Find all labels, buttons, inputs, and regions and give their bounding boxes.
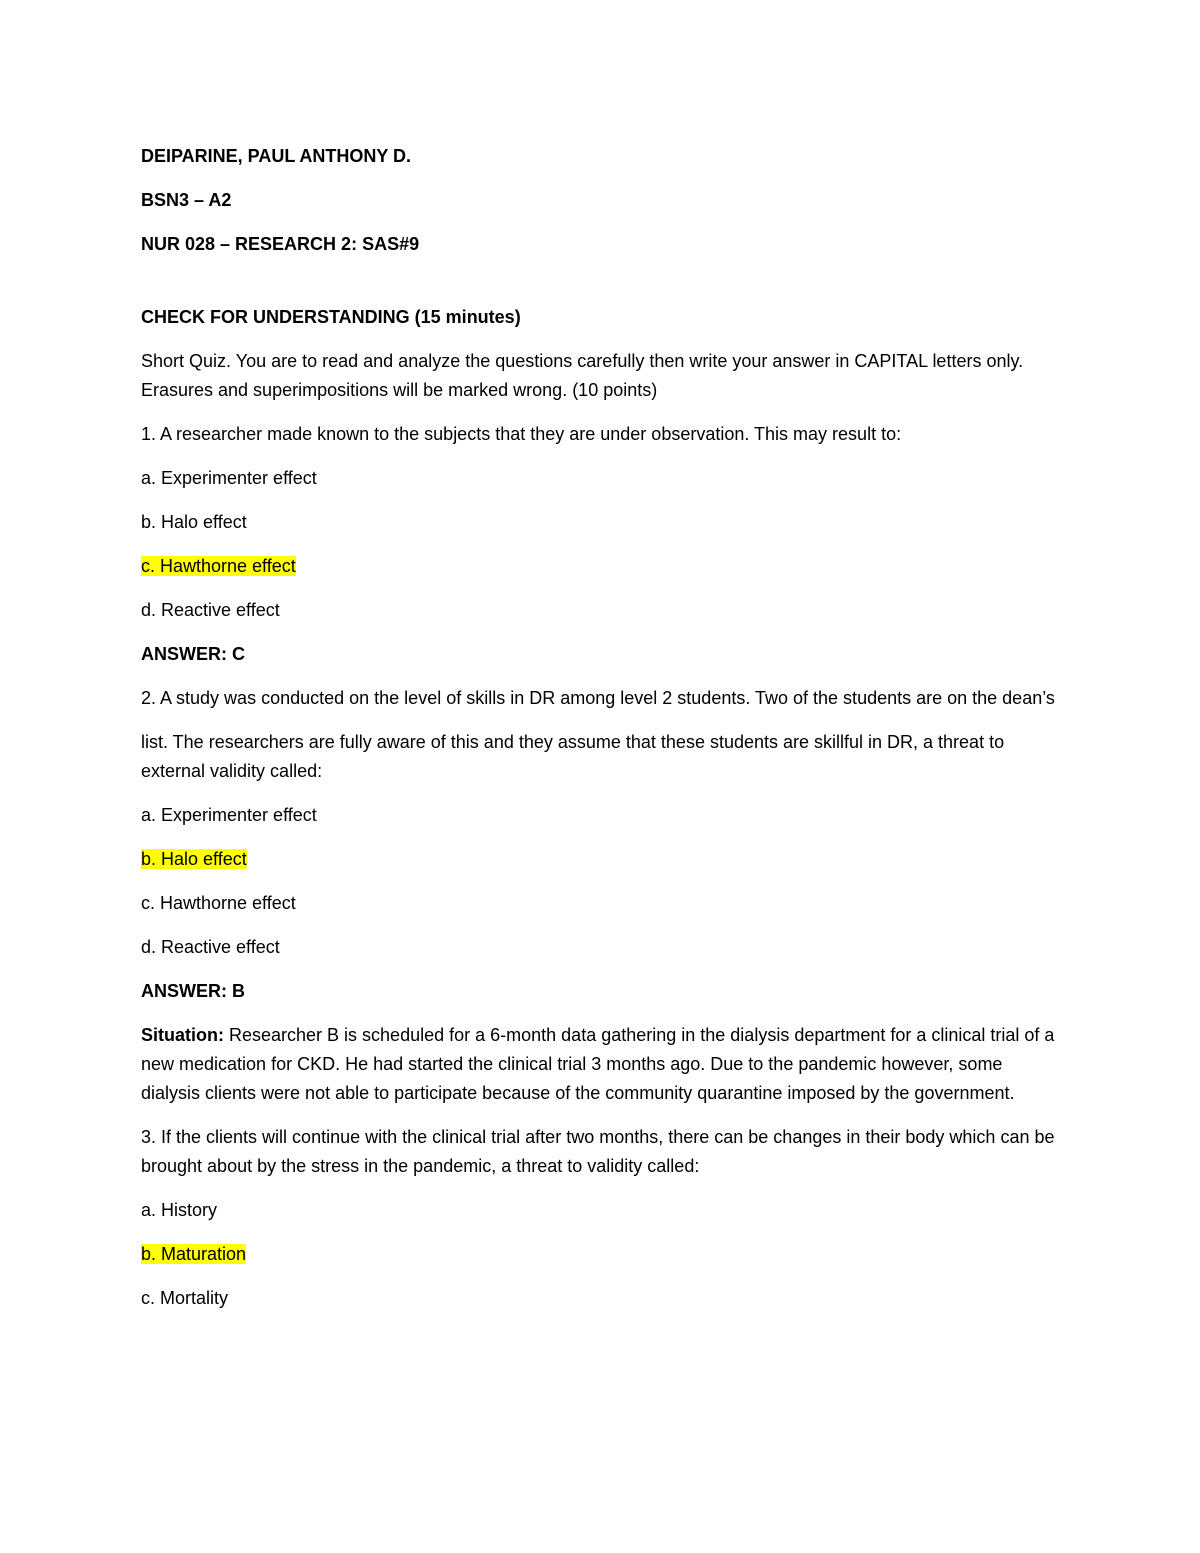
q1-answer: ANSWER: C — [141, 644, 245, 664]
situation-text: Researcher B is scheduled for a 6-month data gathering in the dialysis department for a clinical trial of a new medication for CKD. He had started the clinical trial 3 months ago. Due to the pandemic however, some dialysis clients were not able to participate because of the community quarantine imposed by the government. — [141, 1025, 1055, 1103]
q2-option-b-text: b. Halo effect — [141, 849, 247, 869]
q1-option-b: b. Halo effect — [141, 512, 247, 532]
q2-option-d: d. Reactive effect — [141, 937, 280, 957]
q1-option-c-text: c. Hawthorne effect — [141, 556, 296, 576]
section-heading: CHECK FOR UNDERSTANDING (15 minutes) — [141, 307, 521, 327]
question-2-part1: 2. A study was conducted on the level of skills in DR among level 2 students. Two of the students are on the dean’s — [141, 688, 1055, 708]
q3-option-c: c. Mortality — [141, 1288, 229, 1308]
student-name: DEIPARINE, PAUL ANTHONY D. — [141, 146, 412, 166]
q2-option-c: c. Hawthorne effect — [141, 893, 296, 913]
q1-option-a: a. Experimenter effect — [141, 468, 317, 488]
course-title: NUR 028 – RESEARCH 2: SAS#9 — [141, 234, 420, 254]
question-3: 3. If the clients will continue with the clinical trial after two months, there can be changes in their body which can be brought about by the stress in the pandemic, a threat to validity called: — [141, 1127, 1055, 1176]
q3-option-b-text: b. Maturation — [141, 1244, 247, 1264]
q1-option-d: d. Reactive effect — [141, 600, 280, 620]
question-2-part2: list. The researchers are fully aware of this and they assume that these students are skillful in DR, a threat to external validity called: — [141, 732, 1005, 781]
question-1: 1. A researcher made known to the subjects that they are under observation. This may result to: — [141, 424, 902, 444]
document-body — [141, 142, 1061, 1328]
situation-label: Situation: — [141, 1025, 224, 1045]
q1-option-c-highlighted — [141, 552, 1061, 581]
situation-paragraph — [141, 1021, 1061, 1108]
q2-option-a: a. Experimenter effect — [141, 805, 317, 825]
q2-answer: ANSWER: B — [141, 981, 245, 1001]
q3-option-a: a. History — [141, 1200, 218, 1220]
q2-option-b-highlighted — [141, 845, 1061, 874]
quiz-instructions: Short Quiz. You are to read and analyze the questions carefully then write your answer in CAPITAL letters only. Erasures and superimpositions will be marked wrong. (10 points) — [141, 351, 1024, 400]
q3-option-b-highlighted — [141, 1240, 1061, 1269]
student-section: BSN3 – A2 — [141, 190, 232, 210]
